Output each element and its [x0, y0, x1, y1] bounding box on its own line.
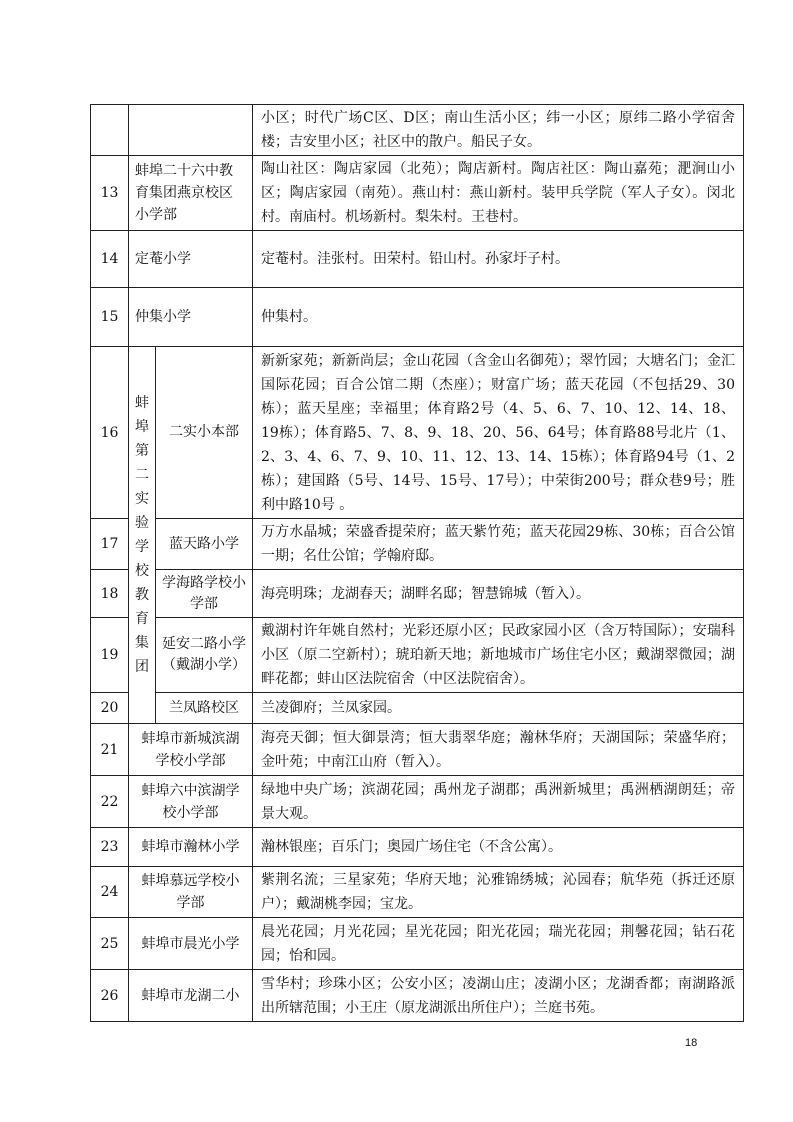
row-number: 24: [91, 867, 129, 918]
school-group-char: 第: [135, 443, 149, 459]
page-number: 18: [685, 1037, 698, 1049]
row-number: 19: [91, 618, 129, 693]
zone-area-cell: 海亮明珠；龙湖春天；湖畔名邸；智慧锦城（暂入）。: [253, 570, 744, 618]
table-row: [91, 693, 744, 724]
school-group-char: 验: [135, 515, 149, 531]
table-row: [91, 970, 744, 1022]
school-name: 蚌埠六中滨湖学校小学部: [129, 776, 253, 828]
table-row: [91, 519, 744, 570]
table-row: [91, 347, 744, 519]
table-row: [91, 828, 744, 867]
school-group-char: 实: [135, 491, 149, 507]
row-number: 21: [91, 724, 129, 776]
school-name: 蚌埠二十六中教育集团燕京校区小学部: [129, 156, 253, 231]
zone-area-cell: 新新家苑；新新尚层；金山花园（含金山名御苑）；翠竹园；大塘名门；金汇国际花园；百合公馆二期（杰座）；财富广场；蓝天花园（不包括29、30栋）；蓝天星座；幸福里；体育路2号（4、5、6、7、10、12、14、18、19栋）；体育路5、7、8、9、18、20、56、64号；体育路88号北片（1、2、3、4、6、7、9、10、11、12、13、14、15栋）；体育路94号（1、2栋）；建国路（5号、14号、15号、17号）；中荣街200号；群众巷9号；胜利中路10号 。: [253, 347, 744, 519]
row-number: 16: [91, 347, 129, 519]
row-number: 22: [91, 776, 129, 828]
zone-area-cell: 兰凌御府；兰凤家园。: [253, 693, 744, 724]
school-group-char: 校: [135, 563, 149, 579]
table-row: [91, 231, 744, 288]
school-name: 蚌埠市龙湖二小: [129, 970, 253, 1022]
zone-area-cell: 紫荆名流；三星家苑；华府天地；沁雅锦绣城；沁园春；航华苑（拆迁还原户）；戴湖桃李园；宝龙。: [253, 867, 744, 918]
enrollment-zone-table: [90, 104, 744, 1022]
zone-area-cell: 陶山社区：陶店家园（北苑）；陶店新村。陶店社区：陶山嘉苑；淝涧山小区；陶店家园（南苑）。燕山村：燕山新村。装甲兵学院（军人子女）。闵北村。南庙村。机场新村。梨朱村。王巷村。: [253, 156, 744, 231]
row-number: 18: [91, 570, 129, 618]
zone-area-cell: 海亮天御；恒大御景湾；恒大翡翠华庭；瀚林华府；天湖国际；荣盛华府；金叶苑；中南江山府（暂入）。: [253, 724, 744, 776]
row-number: 23: [91, 828, 129, 867]
school-group-char: 集: [135, 635, 149, 651]
school-group-char: 二: [135, 467, 149, 483]
school-group-char: 团: [135, 659, 149, 675]
school-group-label: [129, 391, 155, 679]
row-number: 20: [91, 693, 129, 724]
table-row: [91, 918, 744, 970]
row-number-cell: [91, 105, 129, 156]
zone-area-cell: 定菴村。洼张村。田荣村。铅山村。孙家圩子村。: [253, 231, 744, 288]
zone-area-cell: 雪华村；珍珠小区；公安小区；凌湖山庄；凌湖小区；龙湖香都；南湖路派出所辖范围；小王庄（原龙湖派出所住户）；兰庭书苑。: [253, 970, 744, 1022]
campus-name: 延安二路小学（戴湖小学）: [156, 618, 253, 693]
school-group-char: 蚌: [135, 395, 149, 411]
school-name: 蚌埠市瀚林小学: [129, 828, 253, 867]
school-name: 蚌埠慕远学校小学部: [129, 867, 253, 918]
school-group-name: [129, 347, 156, 724]
school-name: 仲集小学: [129, 288, 253, 347]
school-group-char: 育: [135, 611, 149, 627]
table-row: [91, 867, 744, 918]
zone-area-cell: 戴湖村许年姚自然村；光彩还原小区；民政家园小区（含万特国际）；安瑞科小区（原二空新村）；琥珀新天地；新地城市广场住宅小区；戴湖翠微园；湖畔花都；蚌山区法院宿舍（中区法院宿舍）。: [253, 618, 744, 693]
row-number: 14: [91, 231, 129, 288]
zone-area-cell: 晨光花园；月光花园；星光花园；阳光花园；瑞光花园；荆馨花园；钻石花园；怡和园。: [253, 918, 744, 970]
campus-name: 学海路学校小学部: [156, 570, 253, 618]
campus-name: 二实小本部: [156, 347, 253, 519]
school-name: 蚌埠市晨光小学: [129, 918, 253, 970]
table-row: [91, 156, 744, 231]
school-group-char: 学: [135, 539, 149, 555]
school-group-char: 埠: [135, 419, 149, 435]
row-number: 13: [91, 156, 129, 231]
row-number: 15: [91, 288, 129, 347]
campus-name: 兰凤路校区: [156, 693, 253, 724]
table-row: [91, 618, 744, 693]
row-number: 17: [91, 519, 129, 570]
table-row: [91, 105, 744, 156]
table-row: [91, 724, 744, 776]
campus-name: 蓝天路小学: [156, 519, 253, 570]
table-row: [91, 570, 744, 618]
row-number: 26: [91, 970, 129, 1022]
table-row: [91, 288, 744, 347]
zone-area-cell: 仲集村。: [253, 288, 744, 347]
zone-area-cell: 万方水晶城；荣盛香提荣府；蓝天紫竹苑；蓝天花园29栋、30栋；百合公馆一期；名仕公馆；学翰府邸。: [253, 519, 744, 570]
school-name-cell: [129, 105, 253, 156]
zone-area-cell: 绿地中央广场；滨湖花园；禹州龙子湖郡；禹洲新城里；禹洲栖湖朗廷；帝景大观。: [253, 776, 744, 828]
school-name: 蚌埠市新城滨湖学校小学部: [129, 724, 253, 776]
school-name: 定菴小学: [129, 231, 253, 288]
row-number: 25: [91, 918, 129, 970]
school-group-char: 教: [135, 587, 149, 603]
table-row: [91, 776, 744, 828]
zone-area-cell: 瀚林银座；百乐门；奥园广场住宅（不含公寓）。: [253, 828, 744, 867]
zone-area-cell: 小区；时代广场C区、D区；南山生活小区；纬一小区；原纬二路小学宿舍楼；吉安里小区；社区中的散户。船民子女。: [253, 105, 744, 156]
